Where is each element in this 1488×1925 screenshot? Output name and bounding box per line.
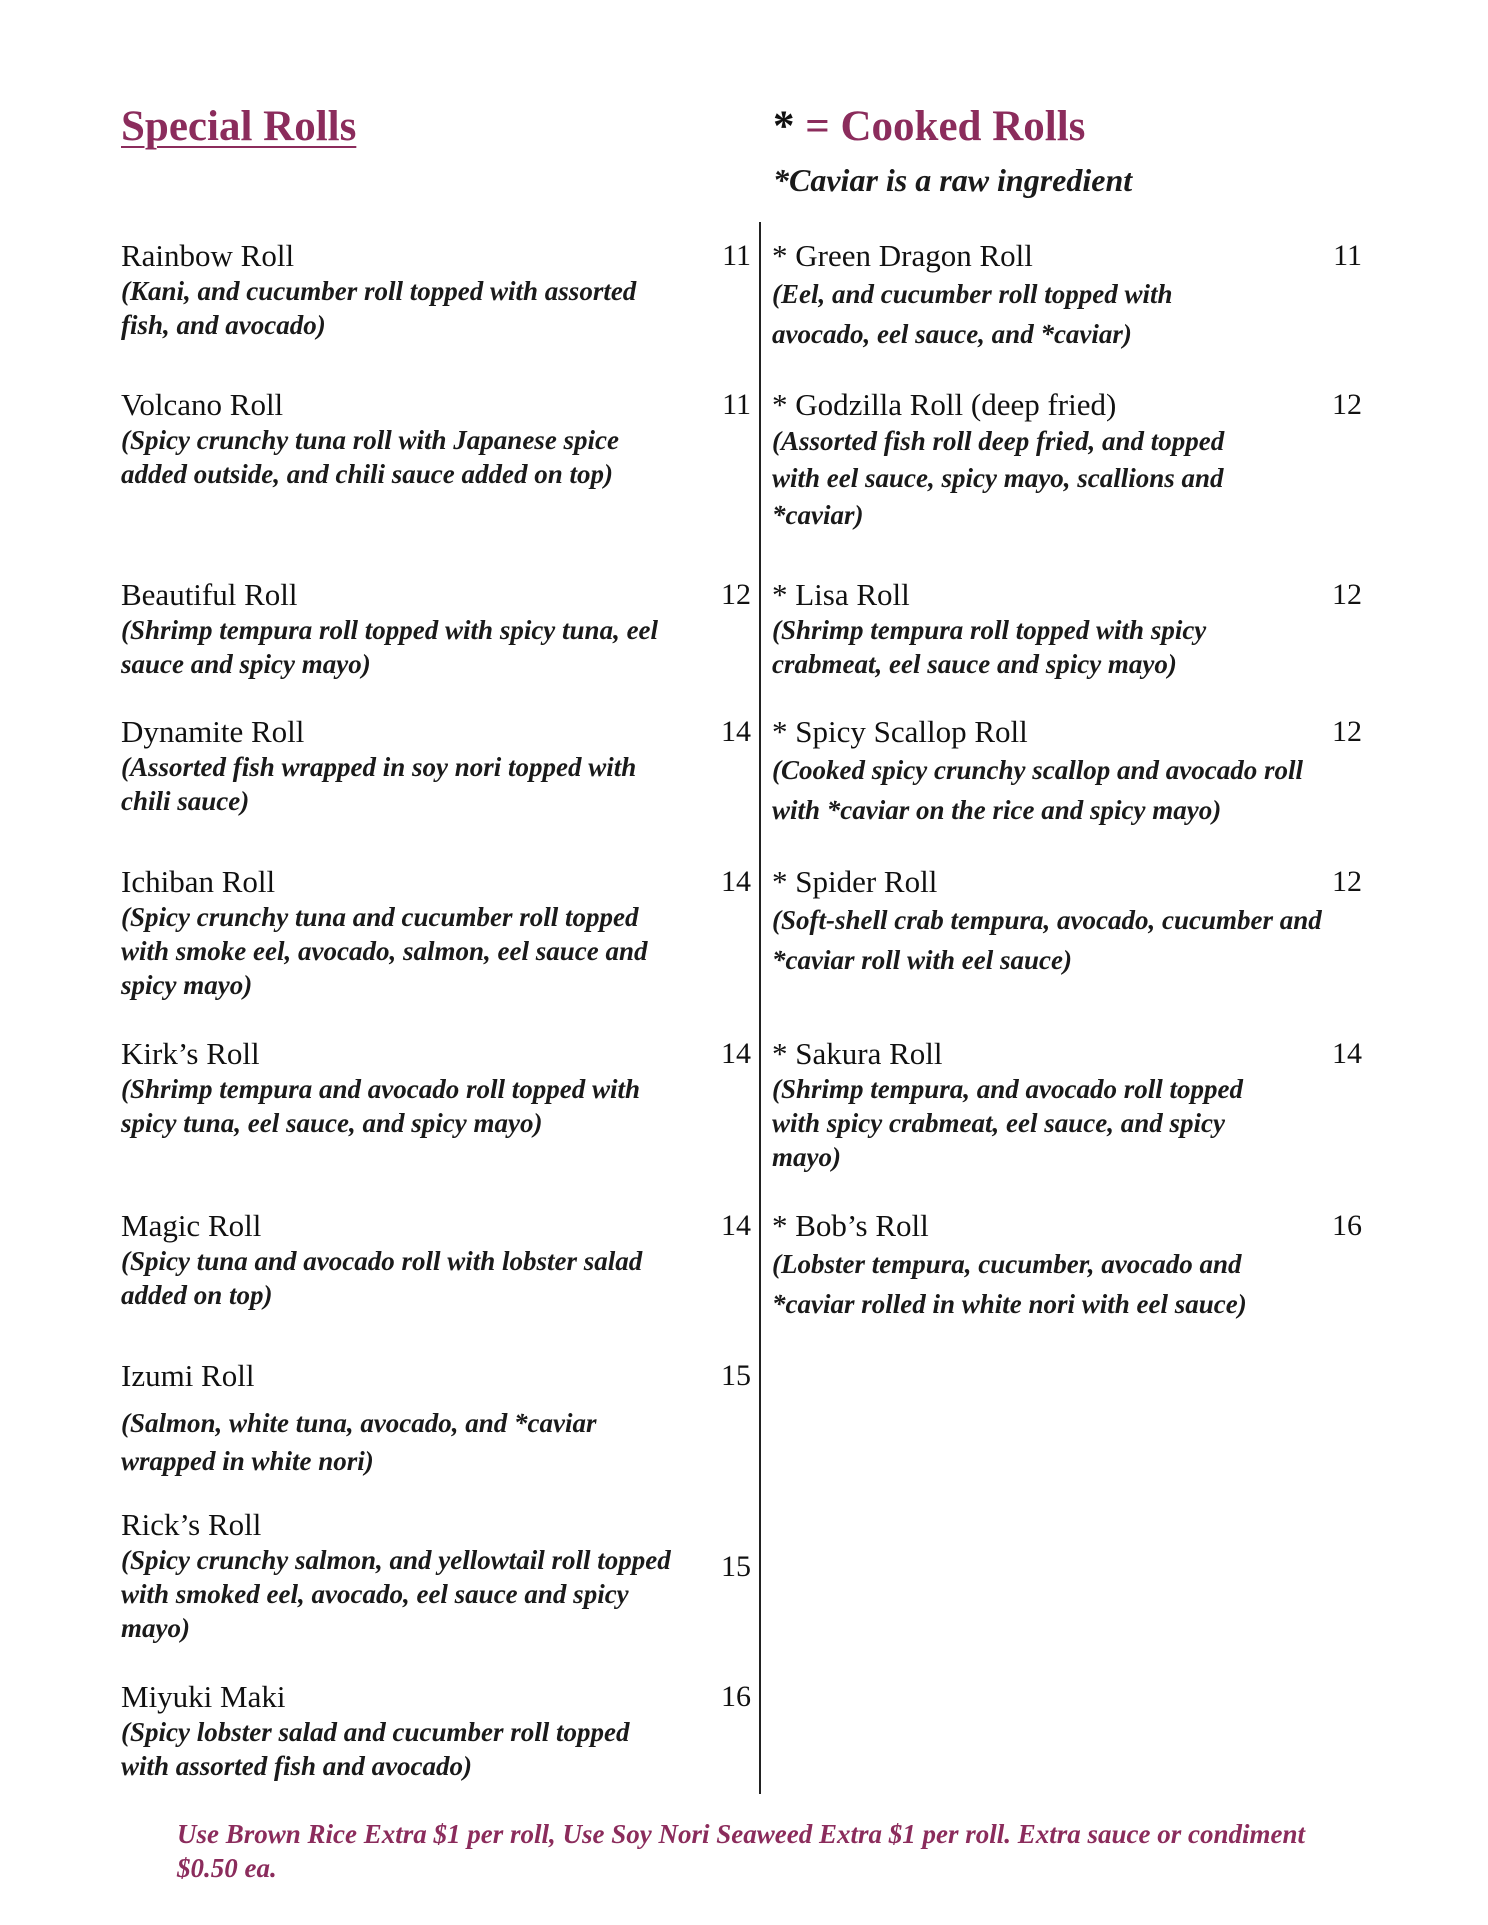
menu-item-izumi-roll: [121, 1358, 751, 1480]
item-description: (Assorted fish wrapped in soy nori topped with chili sauce): [121, 752, 637, 816]
item-name: * Godzilla Roll (deep fried): [772, 387, 1117, 422]
item-name: * Sakura Roll: [772, 1036, 943, 1071]
item-description: (Salmon, white tuna, avocado, and *caviar wrapped in white nori): [121, 1408, 597, 1476]
menu-item-spicy-scallop-roll: [772, 714, 1362, 830]
item-price: 14: [721, 1209, 751, 1242]
item-description: (Spicy lobster salad and cucumber roll topped with assorted fish and avocado): [121, 1717, 630, 1781]
item-price: 11: [722, 388, 751, 421]
item-description: (Shrimp tempura roll topped with spicy tuna, eel sauce and spicy mayo): [121, 615, 659, 679]
column-divider: [759, 222, 761, 1794]
item-name: * Bob’s Roll: [772, 1208, 929, 1243]
item-name: Beautiful Roll: [121, 577, 298, 612]
item-name: Dynamite Roll: [121, 714, 305, 749]
item-description: (Shrimp tempura roll topped with spicy crabmeat, eel sauce and spicy mayo): [772, 615, 1207, 679]
item-name: Miyuki Maki: [121, 1679, 286, 1714]
menu-item-rainbow-roll: [121, 238, 751, 342]
footer-pricing-note: Use Brown Rice Extra $1 per roll, Use Soy Nori Seaweed Extra $1 per roll. Extra sauce or condiment $0.50 ea.: [177, 1819, 1306, 1883]
item-description: (Shrimp tempura and avocado roll topped with spicy tuna, eel sauce, and spicy mayo): [121, 1074, 641, 1138]
item-description: (Cooked spicy crunchy scallop and avocado roll with *caviar on the rice and spicy mayo): [772, 755, 1303, 825]
item-price: 14: [721, 715, 751, 748]
item-name: * Spider Roll: [772, 864, 938, 899]
menu-item-ricks-roll: [121, 1507, 751, 1645]
item-description: (Spicy crunchy salmon, and yellowtail roll topped with smoked eel, avocado, eel sauce and spicy mayo): [121, 1545, 671, 1643]
item-price: 12: [1332, 578, 1362, 611]
item-price: 11: [1333, 239, 1362, 272]
item-name: Kirk’s Roll: [121, 1036, 260, 1071]
special-rolls-heading: Special Rolls: [121, 103, 357, 150]
item-price: 12: [1332, 388, 1362, 421]
item-name: Rick’s Roll: [121, 1507, 262, 1542]
item-description: (Spicy tuna and avocado roll with lobster salad added on top): [121, 1246, 643, 1310]
item-name: * Lisa Roll: [772, 577, 910, 612]
item-price: 14: [721, 1037, 751, 1070]
item-price: 15: [721, 1550, 751, 1583]
menu-item-beautiful-roll: [121, 577, 751, 681]
item-description: (Soft-shell crab tempura, avocado, cucumber and *caviar roll with eel sauce): [772, 905, 1322, 975]
item-description: (Lobster tempura, cucumber, avocado and *caviar rolled in white nori with eel sauce): [772, 1249, 1247, 1319]
item-name: Ichiban Roll: [121, 864, 276, 899]
item-name: Izumi Roll: [121, 1358, 255, 1393]
menu-item-green-dragon-roll: [772, 238, 1362, 354]
item-price: 12: [721, 578, 751, 611]
item-price: 14: [1332, 1037, 1362, 1070]
cooked-rolls-label: = Cooked Rolls: [794, 103, 1086, 150]
item-name: * Spicy Scallop Roll: [772, 714, 1028, 749]
cooked-rolls-heading: [773, 102, 1085, 151]
item-price: 12: [1332, 715, 1362, 748]
menu-item-kirks-roll: [121, 1036, 751, 1140]
caviar-note: *Caviar is a raw ingredient: [773, 162, 1133, 198]
menu-item-dynamite-roll: [121, 714, 751, 818]
item-name: Rainbow Roll: [121, 238, 295, 273]
menu-item-volcano-roll: [121, 387, 751, 491]
menu-item-miyuki-maki: [121, 1679, 751, 1783]
item-price: 15: [721, 1359, 751, 1392]
menu-item-magic-roll: [121, 1208, 751, 1312]
menu-item-godzilla-roll: [772, 387, 1362, 534]
item-description: (Spicy crunchy tuna and cucumber roll topped with smoke eel, avocado, salmon, eel sauce and spicy mayo): [121, 902, 648, 1000]
menu-item-sakura-roll: [772, 1036, 1362, 1174]
item-price: 14: [721, 865, 751, 898]
item-name: Magic Roll: [121, 1208, 262, 1243]
item-name: Volcano Roll: [121, 387, 284, 422]
item-description: (Spicy crunchy tuna roll with Japanese spice added outside, and chili sauce added on top): [121, 425, 620, 489]
cooked-asterisk: *: [773, 103, 795, 150]
item-price: 12: [1332, 865, 1362, 898]
item-price: 11: [722, 239, 751, 272]
menu-item-ichiban-roll: [121, 864, 751, 1002]
item-price: 16: [721, 1680, 751, 1713]
menu-item-spider-roll: [772, 864, 1362, 980]
item-name: * Green Dragon Roll: [772, 238, 1033, 273]
item-description: (Eel, and cucumber roll topped with avocado, eel sauce, and *caviar): [772, 279, 1173, 349]
item-price: 16: [1332, 1209, 1362, 1242]
menu-item-lisa-roll: [772, 577, 1362, 681]
item-description: (Assorted fish roll deep fried, and topped with eel sauce, spicy mayo, scallions and *caviar): [772, 426, 1225, 530]
item-description: (Kani, and cucumber roll topped with assorted fish, and avocado): [121, 276, 637, 340]
menu-item-bobs-roll: [772, 1208, 1362, 1324]
item-description: (Shrimp tempura, and avocado roll topped with spicy crabmeat, eel sauce, and spicy mayo): [772, 1074, 1244, 1172]
